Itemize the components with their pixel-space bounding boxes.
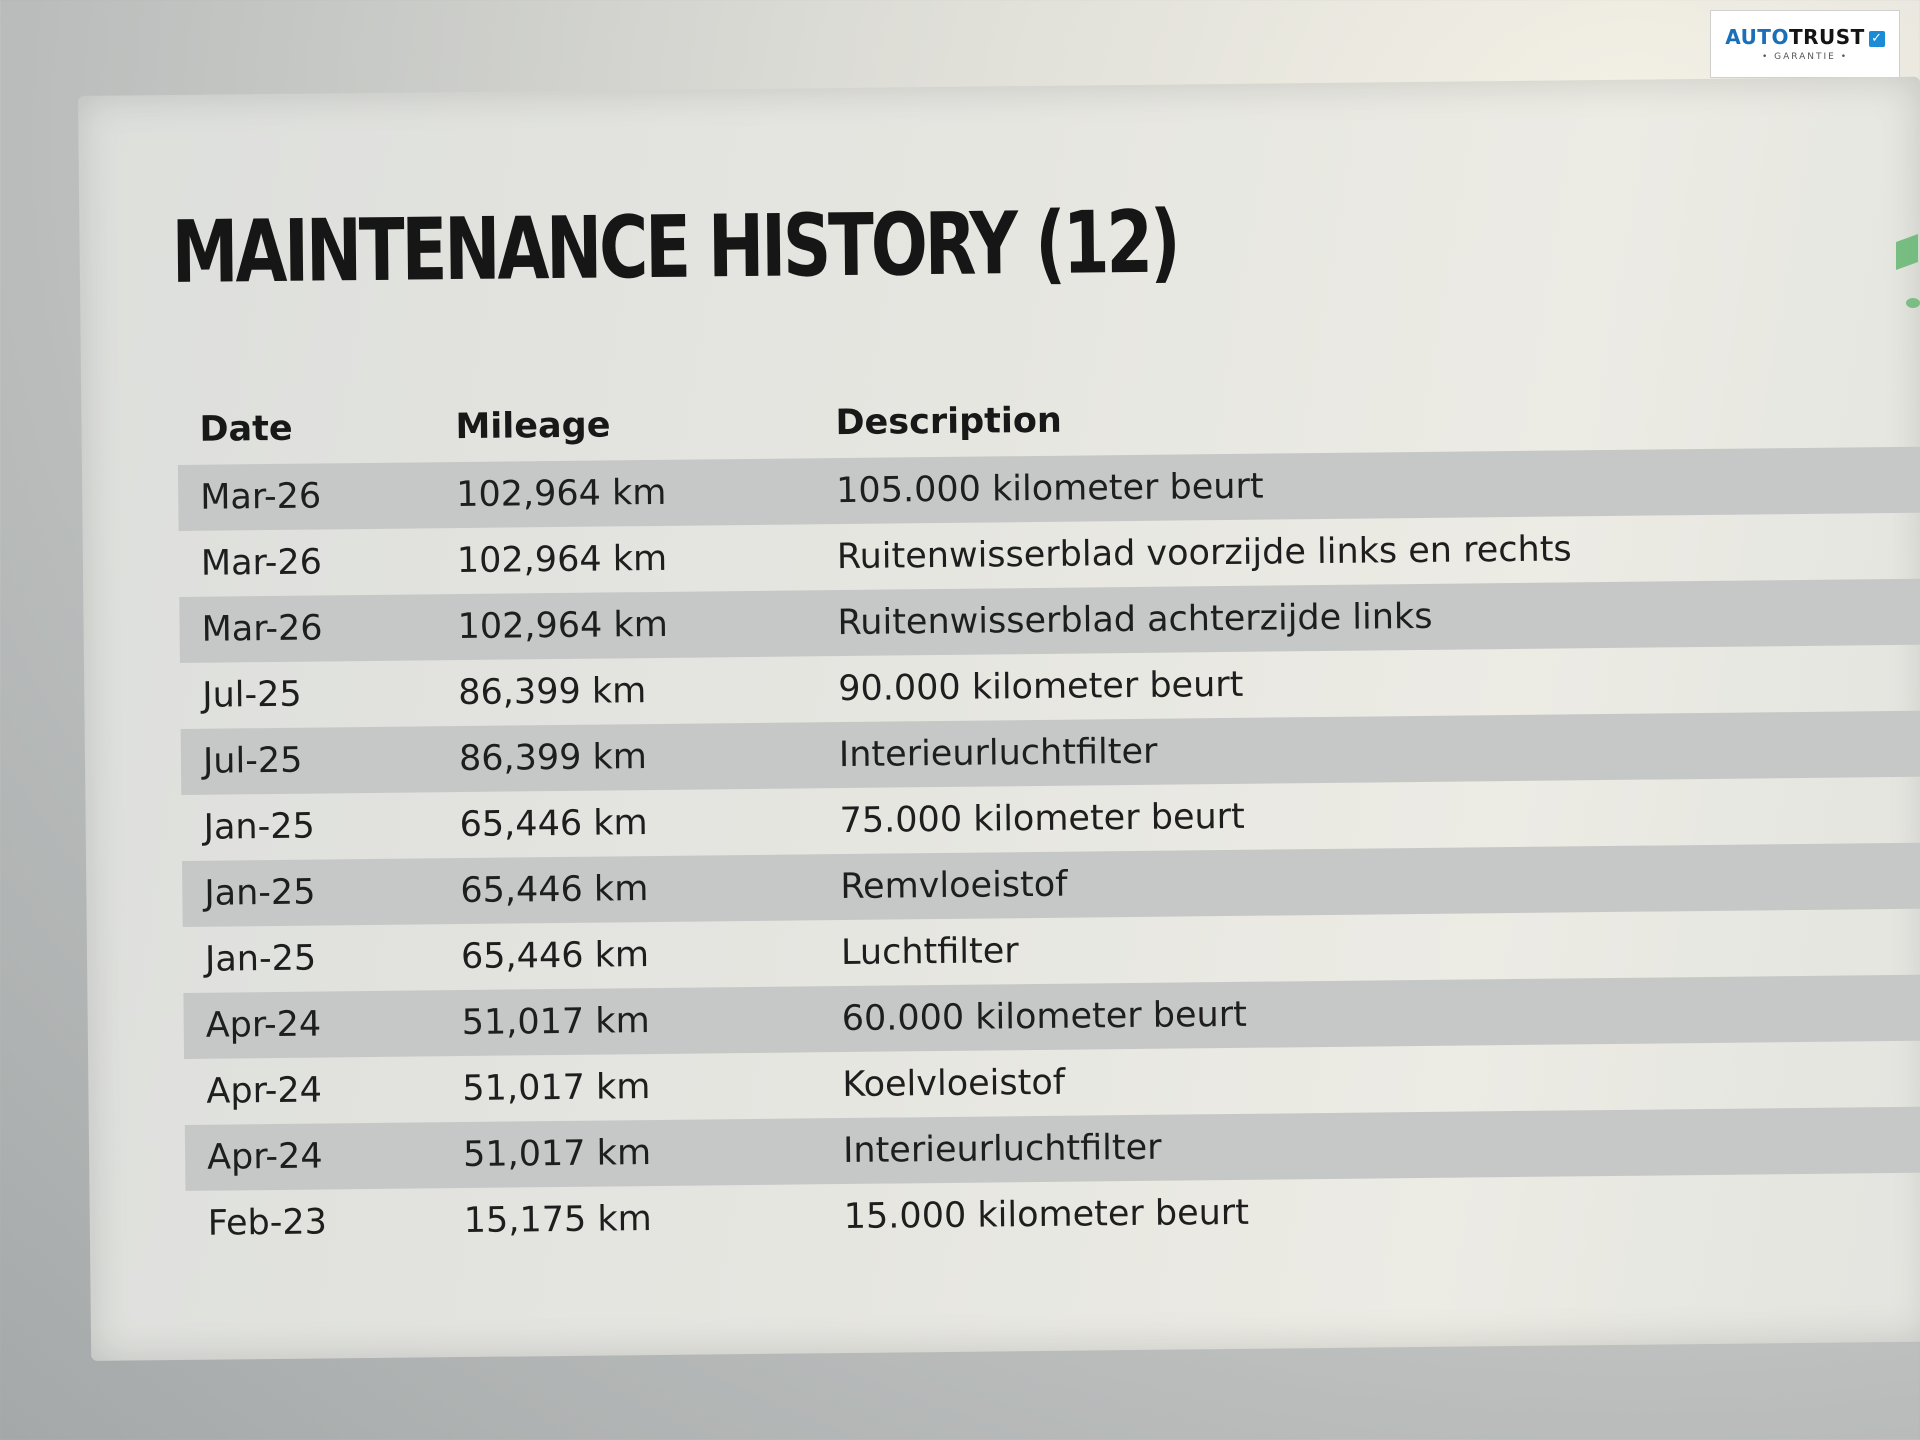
row-date: Apr-24 — [206, 1136, 323, 1178]
badge-brand — [1711, 25, 1899, 49]
column-header-description: Description — [835, 400, 1063, 444]
row-description: 75.000 kilometer beurt — [839, 796, 1245, 842]
offscreen-green-dot — [1906, 298, 1920, 308]
row-description: 15.000 kilometer beurt — [843, 1192, 1250, 1238]
badge-subtitle: • GARANTIE • — [1761, 52, 1849, 62]
row-description: Ruitenwisserblad voorzijde links en rechts — [836, 529, 1572, 578]
column-header-mileage: Mileage — [455, 405, 611, 448]
row-mileage: 51,017 km — [462, 1133, 652, 1176]
row-mileage: 102,964 km — [457, 604, 669, 648]
row-description: Ruitenwisserblad achterzijde links — [837, 596, 1433, 644]
row-date: Jan-25 — [203, 806, 315, 848]
row-date: Jul-25 — [202, 674, 302, 716]
row-mileage: 51,017 km — [462, 1067, 651, 1110]
row-date: Jul-25 — [202, 740, 303, 782]
row-date: Mar-26 — [200, 542, 323, 584]
check-icon: ✓ — [1869, 31, 1885, 47]
row-date: Mar-26 — [200, 476, 322, 518]
row-date: Jan-25 — [204, 938, 317, 980]
badge-brand-trust: TRUST — [1788, 25, 1865, 49]
row-mileage: 102,964 km — [455, 472, 667, 516]
row-date: Apr-24 — [206, 1070, 323, 1112]
row-date: Jan-25 — [204, 872, 316, 914]
maintenance-history-table — [177, 377, 1920, 1257]
column-header-date: Date — [199, 408, 293, 450]
row-date: Mar-26 — [201, 608, 323, 650]
row-mileage: 86,399 km — [458, 671, 647, 714]
page-title: MAINTENANCE HISTORY (12) — [171, 192, 1178, 304]
row-description: Remvloeistof — [840, 864, 1068, 908]
row-description: 105.000 kilometer beurt — [835, 466, 1264, 512]
row-mileage: 102,964 km — [456, 538, 668, 582]
row-description: 90.000 kilometer beurt — [838, 664, 1244, 710]
row-date: Feb-23 — [207, 1202, 328, 1244]
badge-brand-auto: AUTO — [1725, 25, 1789, 49]
monitor-screen — [78, 77, 1920, 1361]
row-mileage: 51,017 km — [461, 1001, 650, 1044]
row-description: 60.000 kilometer beurt — [841, 994, 1248, 1040]
row-mileage: 86,399 km — [458, 737, 648, 780]
row-mileage: 15,175 km — [463, 1199, 652, 1242]
row-mileage: 65,446 km — [460, 869, 649, 912]
row-description: Interieurluchtfilter — [838, 731, 1158, 776]
row-mileage: 65,446 km — [460, 935, 650, 978]
autotrust-badge — [1710, 10, 1900, 78]
row-date: Apr-24 — [205, 1004, 322, 1046]
row-mileage: 65,446 km — [459, 803, 648, 846]
row-description: Interieurluchtfilter — [842, 1127, 1162, 1172]
row-description: Koelvloeistof — [842, 1062, 1066, 1106]
row-description: Luchtfilter — [840, 931, 1019, 974]
